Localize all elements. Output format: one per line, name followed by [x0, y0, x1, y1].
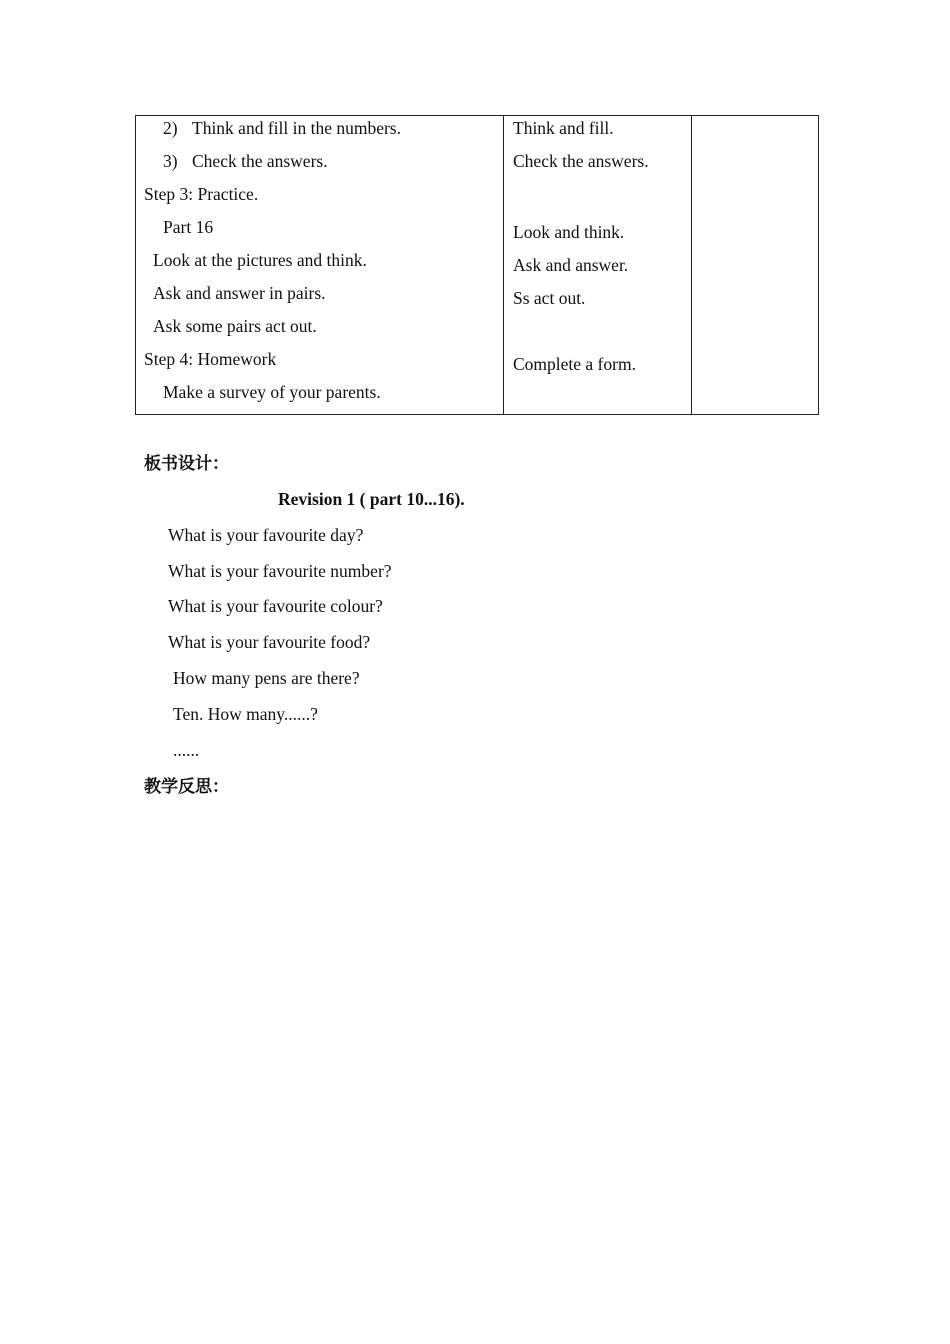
activity-look-pictures: Look at the pictures and think. — [153, 250, 367, 270]
part-label: Part 16 — [163, 217, 214, 237]
student-line: Complete a form. — [513, 354, 636, 374]
teaching-reflection-heading: 教学反思： — [144, 777, 229, 797]
student-line: Look and think. — [513, 222, 625, 242]
teacher-activity-cell — [136, 116, 504, 415]
step-4-heading: Step 4: Homework — [144, 349, 277, 369]
board-line: ...... — [173, 740, 200, 760]
student-activity-cell — [504, 116, 692, 415]
board-line: How many pens are there? — [173, 668, 360, 688]
student-line: Ss act out. — [513, 288, 586, 308]
step-item-check: 3) Check the answers. — [163, 151, 328, 171]
table-row — [136, 116, 819, 415]
student-line: Think and fill. — [513, 118, 614, 138]
homework-item: Make a survey of your parents. — [163, 382, 381, 402]
step-3-heading: Step 3: Practice. — [144, 184, 259, 204]
board-line: What is your favourite colour? — [168, 596, 383, 616]
board-line: What is your favourite food? — [168, 632, 371, 652]
board-line: Ten. How many......? — [173, 704, 318, 724]
board-line: What is your favourite number? — [168, 561, 392, 581]
activity-ask-answer: Ask and answer in pairs. — [153, 283, 326, 303]
student-line: Ask and answer. — [513, 255, 629, 275]
board-line: What is your favourite day? — [168, 525, 364, 545]
activity-act-out: Ask some pairs act out. — [153, 316, 317, 336]
step-item-think-fill: 2) Think and fill in the numbers. — [163, 118, 401, 138]
student-line: Check the answers. — [513, 151, 649, 171]
notes-cell — [692, 116, 819, 415]
lesson-procedure-table — [135, 115, 819, 415]
board-design-heading: 板书设计： — [144, 454, 229, 474]
board-title: Revision 1 ( part 10...16). — [278, 489, 465, 509]
